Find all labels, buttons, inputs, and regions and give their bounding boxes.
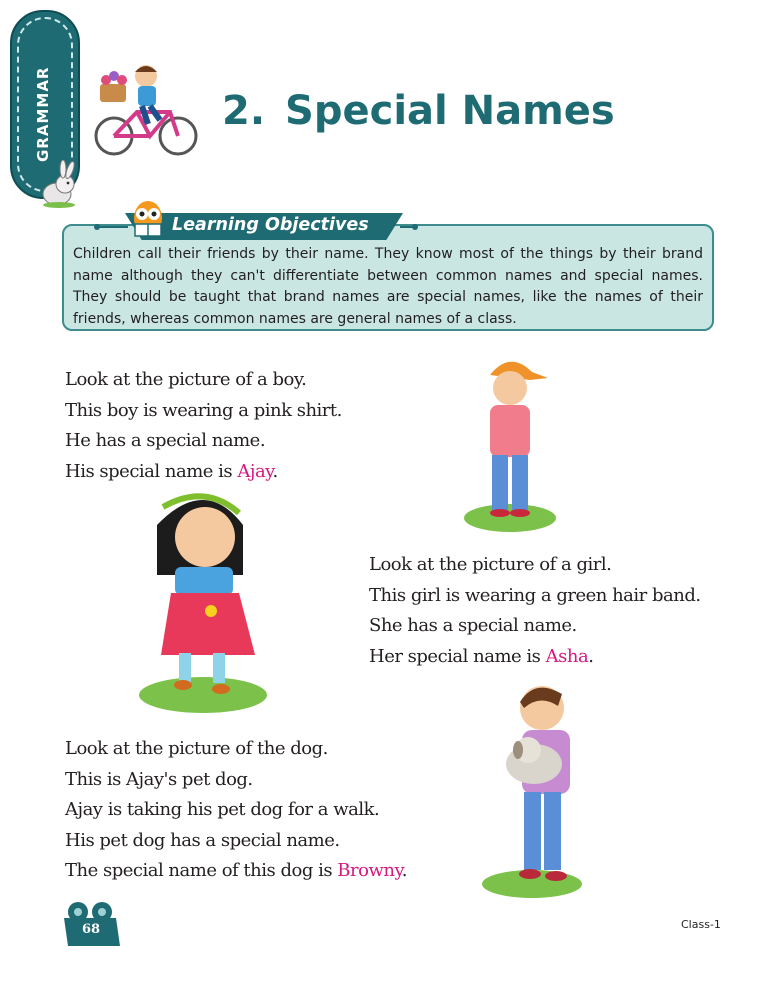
class-label: Class-1 xyxy=(681,918,721,931)
page-title xyxy=(222,88,615,134)
name-line xyxy=(65,856,407,887)
objective-line: name although they can't differentiate between common names and special names. xyxy=(73,267,703,284)
text-line: This girl is wearing a green hair band. xyxy=(369,584,701,606)
boy-in-cap-illustration xyxy=(460,350,560,535)
learning-objectives-text xyxy=(73,244,703,330)
text-line: This is Ajay's pet dog. xyxy=(65,768,253,790)
text-line: His pet dog has a special name. xyxy=(65,829,340,851)
side-tab-label: GRAMMAR xyxy=(34,66,52,162)
special-name: Ajay xyxy=(237,460,273,482)
text-line: She has a special name. xyxy=(369,615,577,636)
objective-line: friends, whereas common names are general names of a class. xyxy=(73,310,517,327)
owl-reading-icon xyxy=(130,196,166,240)
title-number: 2. xyxy=(222,88,266,134)
text-line: Look at the picture of a boy. xyxy=(65,369,307,390)
boy-paragraph xyxy=(65,365,342,487)
text-line: He has a special name. xyxy=(65,430,266,451)
name-line-prefix: His special name is xyxy=(65,460,238,482)
objective-line: Children call their friends by their name. They know most of the things by their brand xyxy=(73,246,703,262)
name-line-suffix: . xyxy=(272,460,278,482)
banner-rule-left xyxy=(98,226,128,228)
text-line: Ajay is taking his pet dog for a walk. xyxy=(65,799,380,820)
name-line-prefix: Her special name is xyxy=(369,645,546,667)
special-name: Browny xyxy=(337,860,402,881)
text-line: Look at the picture of the dog. xyxy=(65,738,328,759)
name-line xyxy=(369,642,701,673)
learning-objectives-heading: Learning Objectives xyxy=(172,215,369,235)
girl-paragraph xyxy=(369,550,701,672)
banner-dot-left xyxy=(94,224,100,230)
title-text: Special Names xyxy=(285,88,615,134)
objective-line: They should be taught that brand names are special names, like the names of their xyxy=(73,289,703,305)
text-line: Look at the picture of a girl. xyxy=(369,554,612,575)
name-line-suffix: . xyxy=(401,860,407,881)
girl-with-hairband-illustration xyxy=(135,485,285,715)
special-name: Asha xyxy=(545,645,589,667)
text-line: This boy is wearing a pink shirt. xyxy=(65,399,342,421)
page-number: 68 xyxy=(82,922,101,937)
learning-objectives-box xyxy=(62,224,714,331)
name-line-suffix: . xyxy=(588,645,594,667)
name-line xyxy=(65,457,342,488)
boy-on-bicycle-illustration xyxy=(92,62,202,162)
banner-dot-right xyxy=(412,224,418,230)
name-line-prefix: The special name of this dog is xyxy=(65,860,338,881)
boy-holding-dog-illustration xyxy=(480,676,590,906)
bunny-icon xyxy=(35,160,85,210)
dog-paragraph xyxy=(65,734,407,887)
